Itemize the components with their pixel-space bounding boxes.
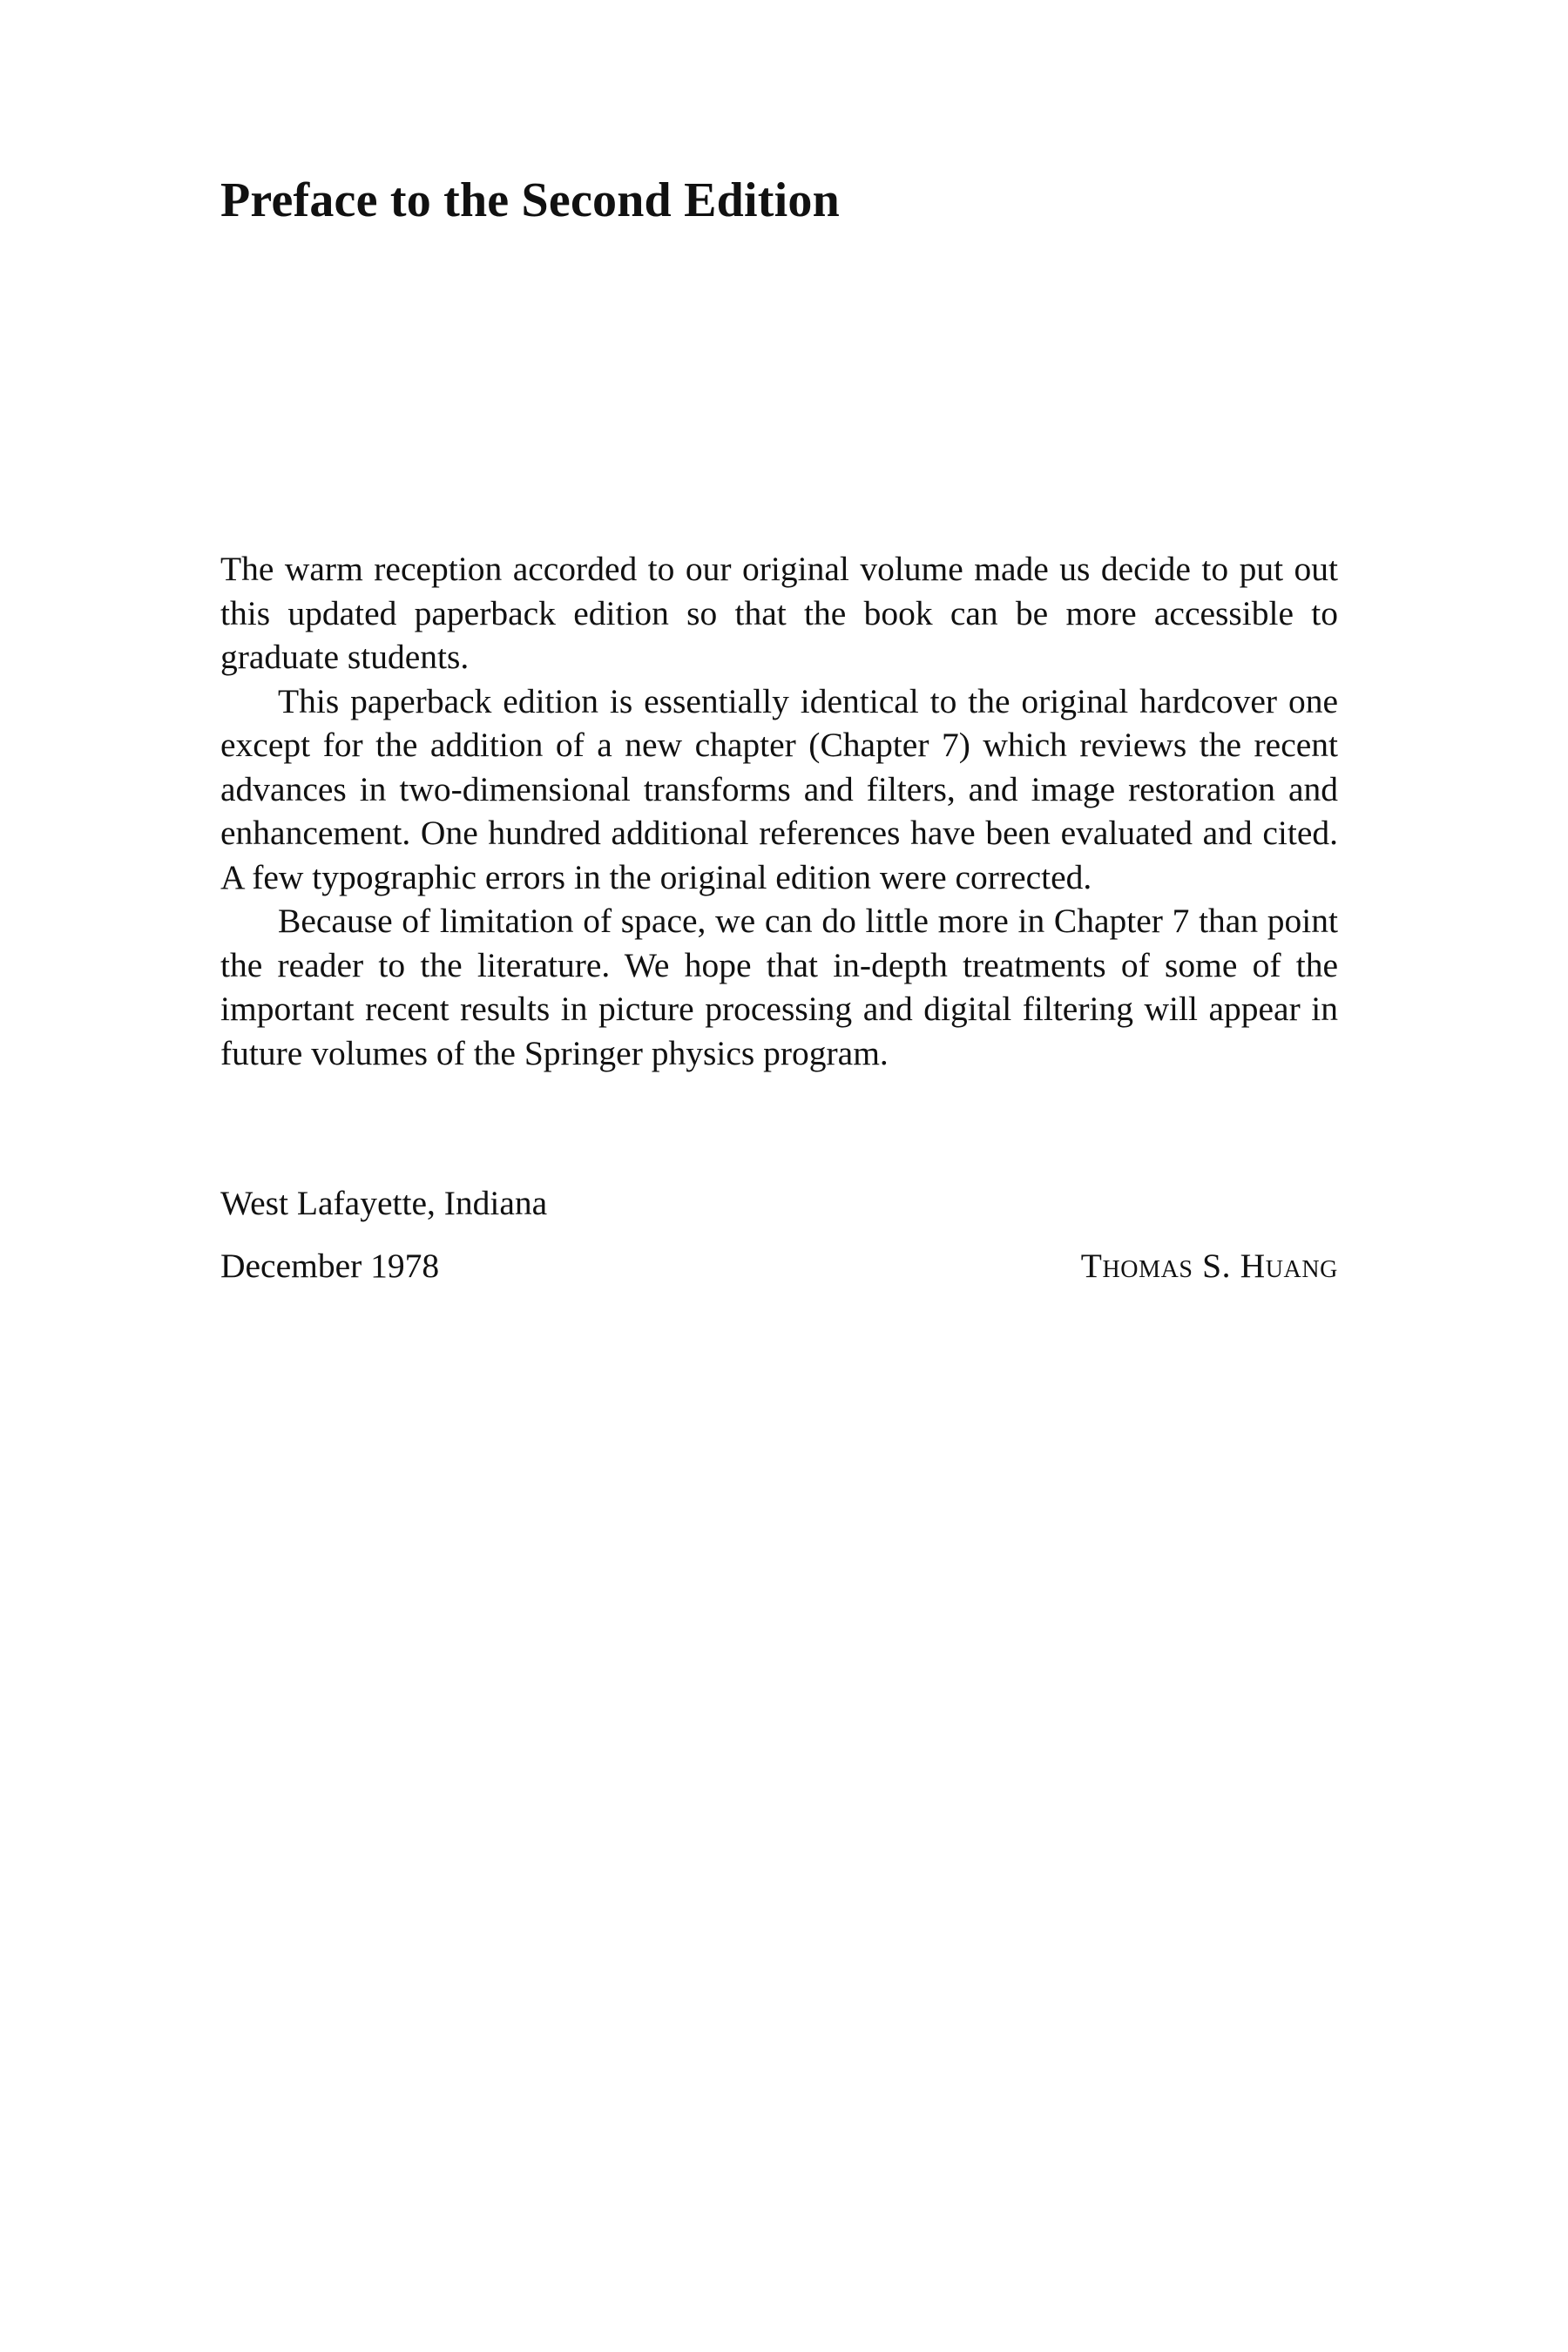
preface-body bbox=[220, 547, 1338, 1075]
author-name: Thomas S. Huang bbox=[1080, 1247, 1338, 1285]
signature-date: December 1978 bbox=[220, 1247, 440, 1285]
paragraph-1: The warm reception accorded to our original volume made us decide to put out this updated paperback edition so that the book can be more accessible to graduate students. bbox=[220, 550, 1338, 676]
signature-place: West Lafayette, Indiana bbox=[220, 1184, 548, 1222]
page-title: Preface to the Second Edition bbox=[220, 173, 840, 227]
paragraph-2: This paperback edition is essentially identical to the original hardcover one except for the addition of a new chapter (Chapter 7) which reviews the recent advances in two-dimensional transforms and filters, and image restoration and enhancement. One hundred additional references have been evaluated and cited. A few typographic errors in the original edition were corrected. bbox=[220, 681, 1338, 896]
paragraph-3: Because of limitation of space, we can do little more in Chapter 7 than point the reader to the literature. We hope that in-depth treatments of some of the important recent results in picture processing and digital filtering will appear in future volumes of the Springer physics program. bbox=[220, 902, 1338, 1072]
